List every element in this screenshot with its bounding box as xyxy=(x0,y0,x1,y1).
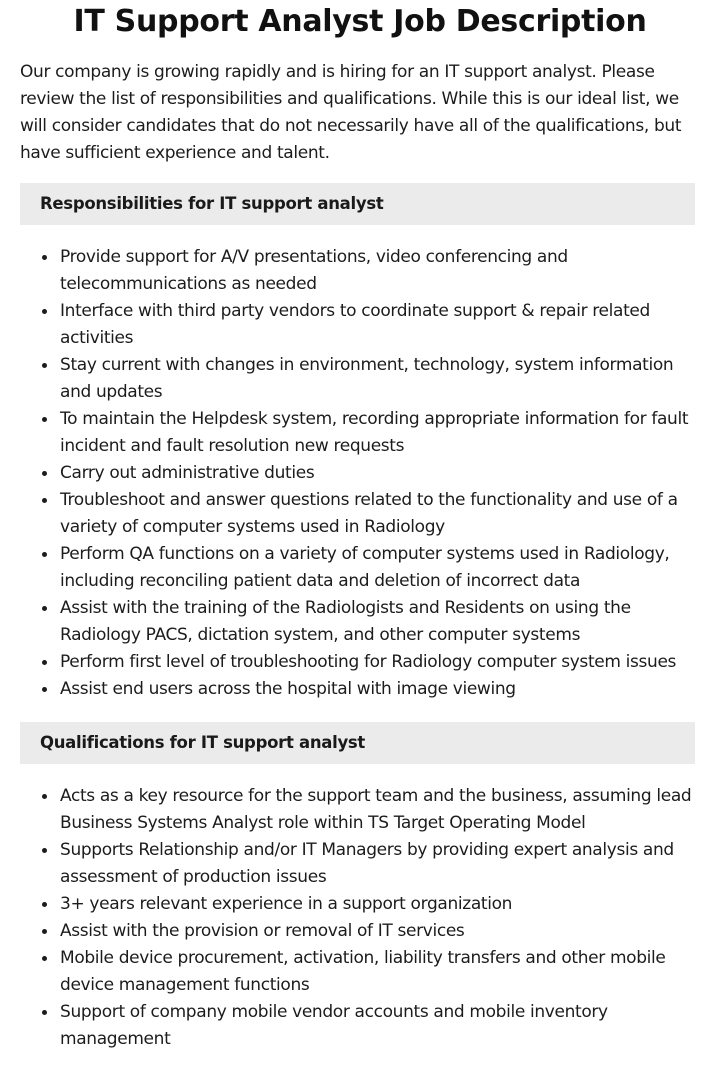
intro-paragraph: Our company is growing rapidly and is hiring for an IT support analyst. Please review the list of responsibilities and qualifications. While this is our ideal list, we will consider candidates that do not necessarily have all of the qualifications, but have sufficient experience and talent. xyxy=(20,62,682,163)
list-item: Assist with the training of the Radiologists and Residents on using the Radiology PACS, dictation system, and other computer systems xyxy=(60,595,694,649)
qualifications-heading: Qualifications for IT support analyst xyxy=(20,722,695,764)
list-item: Perform QA functions on a variety of computer systems used in Radiology, including reconciling patient data and deletion of incorrect data xyxy=(60,541,694,595)
page-title: IT Support Analyst Job Description xyxy=(73,4,647,39)
list-item: Assist with the provision or removal of IT services xyxy=(60,918,694,945)
list-item: Stay current with changes in environment, technology, system information and updates xyxy=(60,352,694,406)
list-item: Mobile device procurement, activation, liability transfers and other mobile device management functions xyxy=(60,945,694,999)
list-item: Acts as a key resource for the support team and the business, assuming lead Business Systems Analyst role within TS Target Operating Model xyxy=(60,783,694,837)
list-item: 3+ years relevant experience in a support organization xyxy=(60,891,694,918)
qualifications-list xyxy=(20,783,694,1053)
responsibilities-list xyxy=(20,244,694,703)
list-item: Interface with third party vendors to coordinate support & repair related activities xyxy=(60,298,694,352)
list-item: Troubleshoot and answer questions related to the functionality and use of a variety of computer systems used in Radiology xyxy=(60,487,694,541)
list-item: To maintain the Helpdesk system, recording appropriate information for fault incident and fault resolution new requests xyxy=(60,406,694,460)
list-item: Provide support for A/V presentations, video conferencing and telecommunications as needed xyxy=(60,244,694,298)
list-item: Supports Relationship and/or IT Managers by providing expert analysis and assessment of production issues xyxy=(60,837,694,891)
list-item: Assist end users across the hospital with image viewing xyxy=(60,676,694,703)
list-item: Perform first level of troubleshooting for Radiology computer system issues xyxy=(60,649,694,676)
list-item: Support of company mobile vendor accounts and mobile inventory management xyxy=(60,999,694,1053)
responsibilities-heading: Responsibilities for IT support analyst xyxy=(20,183,695,225)
list-item: Carry out administrative duties xyxy=(60,460,694,487)
